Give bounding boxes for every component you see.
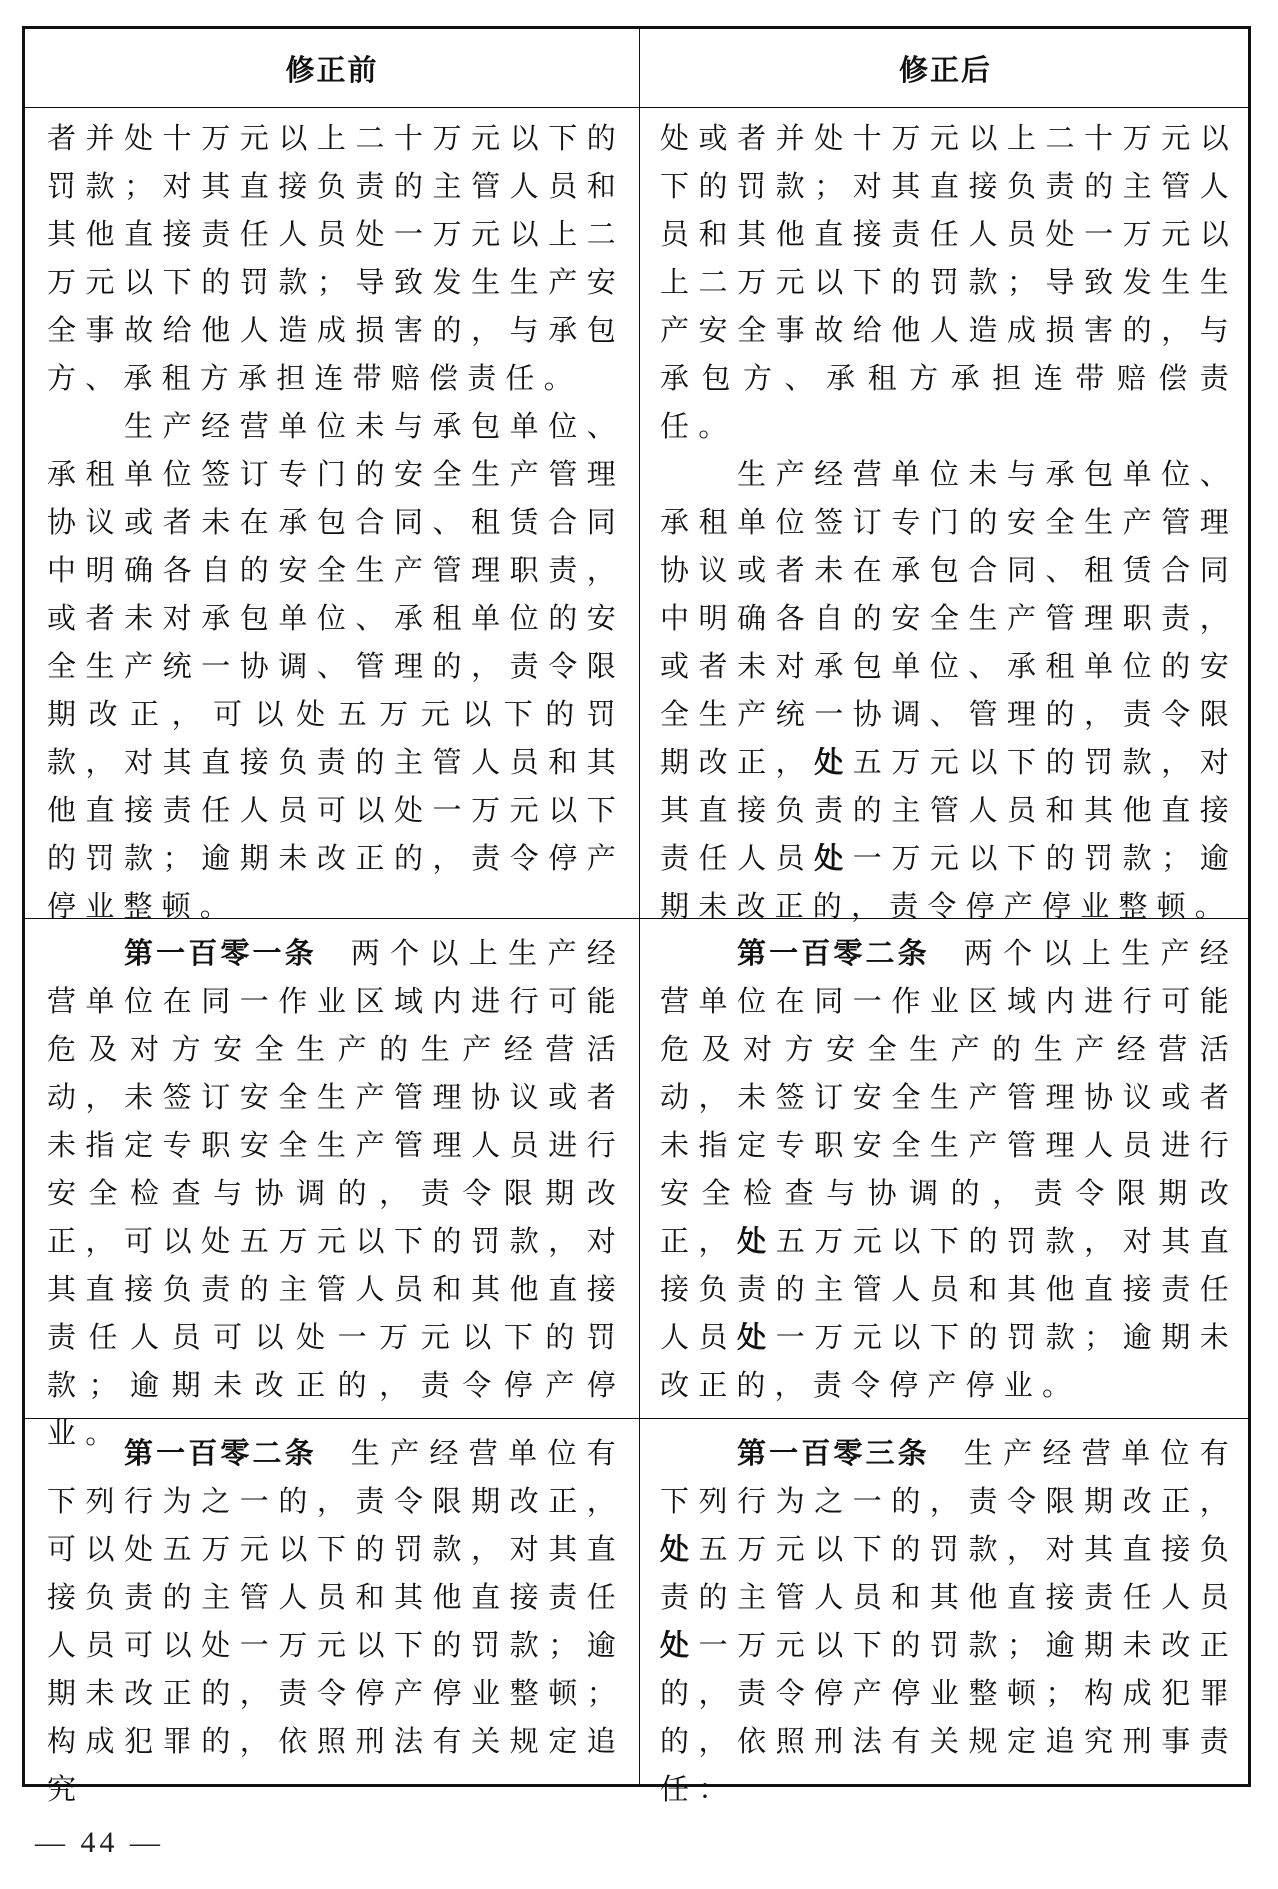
row-2-before-cell xyxy=(47,929,625,1457)
text-segment: 生产经营单位有下列行为之一的，责令限期改正， xyxy=(660,1436,1238,1518)
article-text: 两个以上生产经营单位在同一作业区域内进行可能危及对方安全生产的生产经营活动，未签订安全生产管理协议或者未指定专职安全生产管理人员进行安全检查与协调的，责令限期改正，可以处五万元以下的罚款，对其直接负责的主管人员和其他直接责任人员可以处一万元以下的罚款；逾期未改正的，责令停产停业。 xyxy=(47,936,625,1450)
row-2-before-para xyxy=(47,929,625,1457)
text-segment: 五万元以下的罚款，对其直接负责的主管人员和其他直接责任人员 xyxy=(660,1532,1238,1614)
row-3-after-cell xyxy=(660,1429,1238,1813)
row-1-after-cell xyxy=(660,114,1238,930)
article-number: 第一百零二条 xyxy=(737,936,930,970)
row-1-before-para-1: 者并处十万元以上二十万元以下的罚款；对其直接负责的主管人员和其他直接责任人员处一万元以上二万元以下的罚款；导致发生生产安全事故给他人造成损害的，与承包方、承租方承担连带赔偿责任。 xyxy=(47,121,625,395)
amended-word-highlight: 处 xyxy=(814,745,853,779)
text-segment: 一万元以下的罚款；逾期未改正的，责令停产停业。 xyxy=(660,1320,1239,1402)
text-segment: 五万元以下的罚款，对其直接负责的主管人员和其他直接责任人员 xyxy=(660,1224,1239,1354)
row-3-before-para xyxy=(47,1429,625,1813)
text-segment: 生产经营单位未与承包单位、承租单位签订专门的安全生产管理协议或者未在承包合同、租赁合同中明确各自的安全生产管理职责，或者未对承包单位、承租单位的安全生产统一协调、管理的，责令限期改正， xyxy=(660,457,1238,779)
article-number: 第一百零一条 xyxy=(124,936,317,970)
row-1-before-cell xyxy=(47,114,625,930)
column-divider xyxy=(639,29,640,1784)
row-2-after-cell xyxy=(660,929,1238,1409)
amended-word-highlight: 处 xyxy=(737,1320,776,1354)
row-3-after-para xyxy=(660,1429,1238,1813)
row-1-before-para-2: 生产经营单位未与承包单位、承租单位签订专门的安全生产管理协议或者未在承包合同、租赁合同中明确各自的安全生产管理职责，或者未对承包单位、承租单位的安全生产统一协调、管理的，责令限期改正，可以处五万元以下的罚款，对其直接负责的主管人员和其他直接责任人员可以处一万元以下的罚款；逾期未改正的，责令停产停业整顿。 xyxy=(47,409,625,923)
comparison-table xyxy=(22,26,1251,1806)
column-header-after: 修正后 xyxy=(898,53,992,87)
article-number: 第一百零三条 xyxy=(737,1436,930,1470)
amended-word-highlight: 处 xyxy=(814,841,853,875)
row-1-after-para-1 xyxy=(660,114,1238,450)
article-text: 生产经营单位有下列行为之一的，责令限期改正，可以处五万元以下的罚款，对其直接负责的主管人员和其他直接责任人员可以处一万元以下的罚款；逾期未改正的，责令停产停业整顿；构成犯罪的，依照刑法有关规定追究 xyxy=(47,1436,625,1806)
text-segment: 两个以上生产经营单位在同一作业区域内进行可能危及对方安全生产的生产经营活动，未签订安全生产管理协议或者未指定专职安全生产管理人员进行安全检查与协调的，责令限期改正， xyxy=(660,936,1238,1258)
row-1-after-para-2 xyxy=(660,450,1238,930)
page-number: — 44 — xyxy=(35,1826,164,1859)
amended-word-highlight: 处 xyxy=(660,1532,699,1566)
amended-word-highlight: 处 xyxy=(737,1224,776,1258)
text-segment: 五万元以下的罚款，对其直接负责的主管人员和其他直接责任人员 xyxy=(660,745,1238,875)
row-2-after-para xyxy=(660,929,1238,1409)
column-header-before: 修正前 xyxy=(285,53,379,87)
text-segment: 一万元以下的罚款；逾期未改正的，责令停产停业整顿。 xyxy=(660,841,1238,923)
amended-word-highlight: 处 xyxy=(660,1628,699,1662)
text-segment: 处或者并处十万元以上二十万元以下的罚款；对其直接负责的主管人员和其他直接责任人员处一万元以上二万元以下的罚款；导致发生生产安全事故给他人造成损害的，与承包方、承租方承担连带赔偿责任。 xyxy=(660,121,1238,443)
text-segment: 一万元以下的罚款；逾期未改正的，责令停产停业整顿；构成犯罪的，依照刑法有关规定追究刑事责任： xyxy=(660,1628,1238,1806)
article-number: 第一百零二条 xyxy=(124,1436,317,1470)
row-3-before-cell xyxy=(47,1429,625,1813)
